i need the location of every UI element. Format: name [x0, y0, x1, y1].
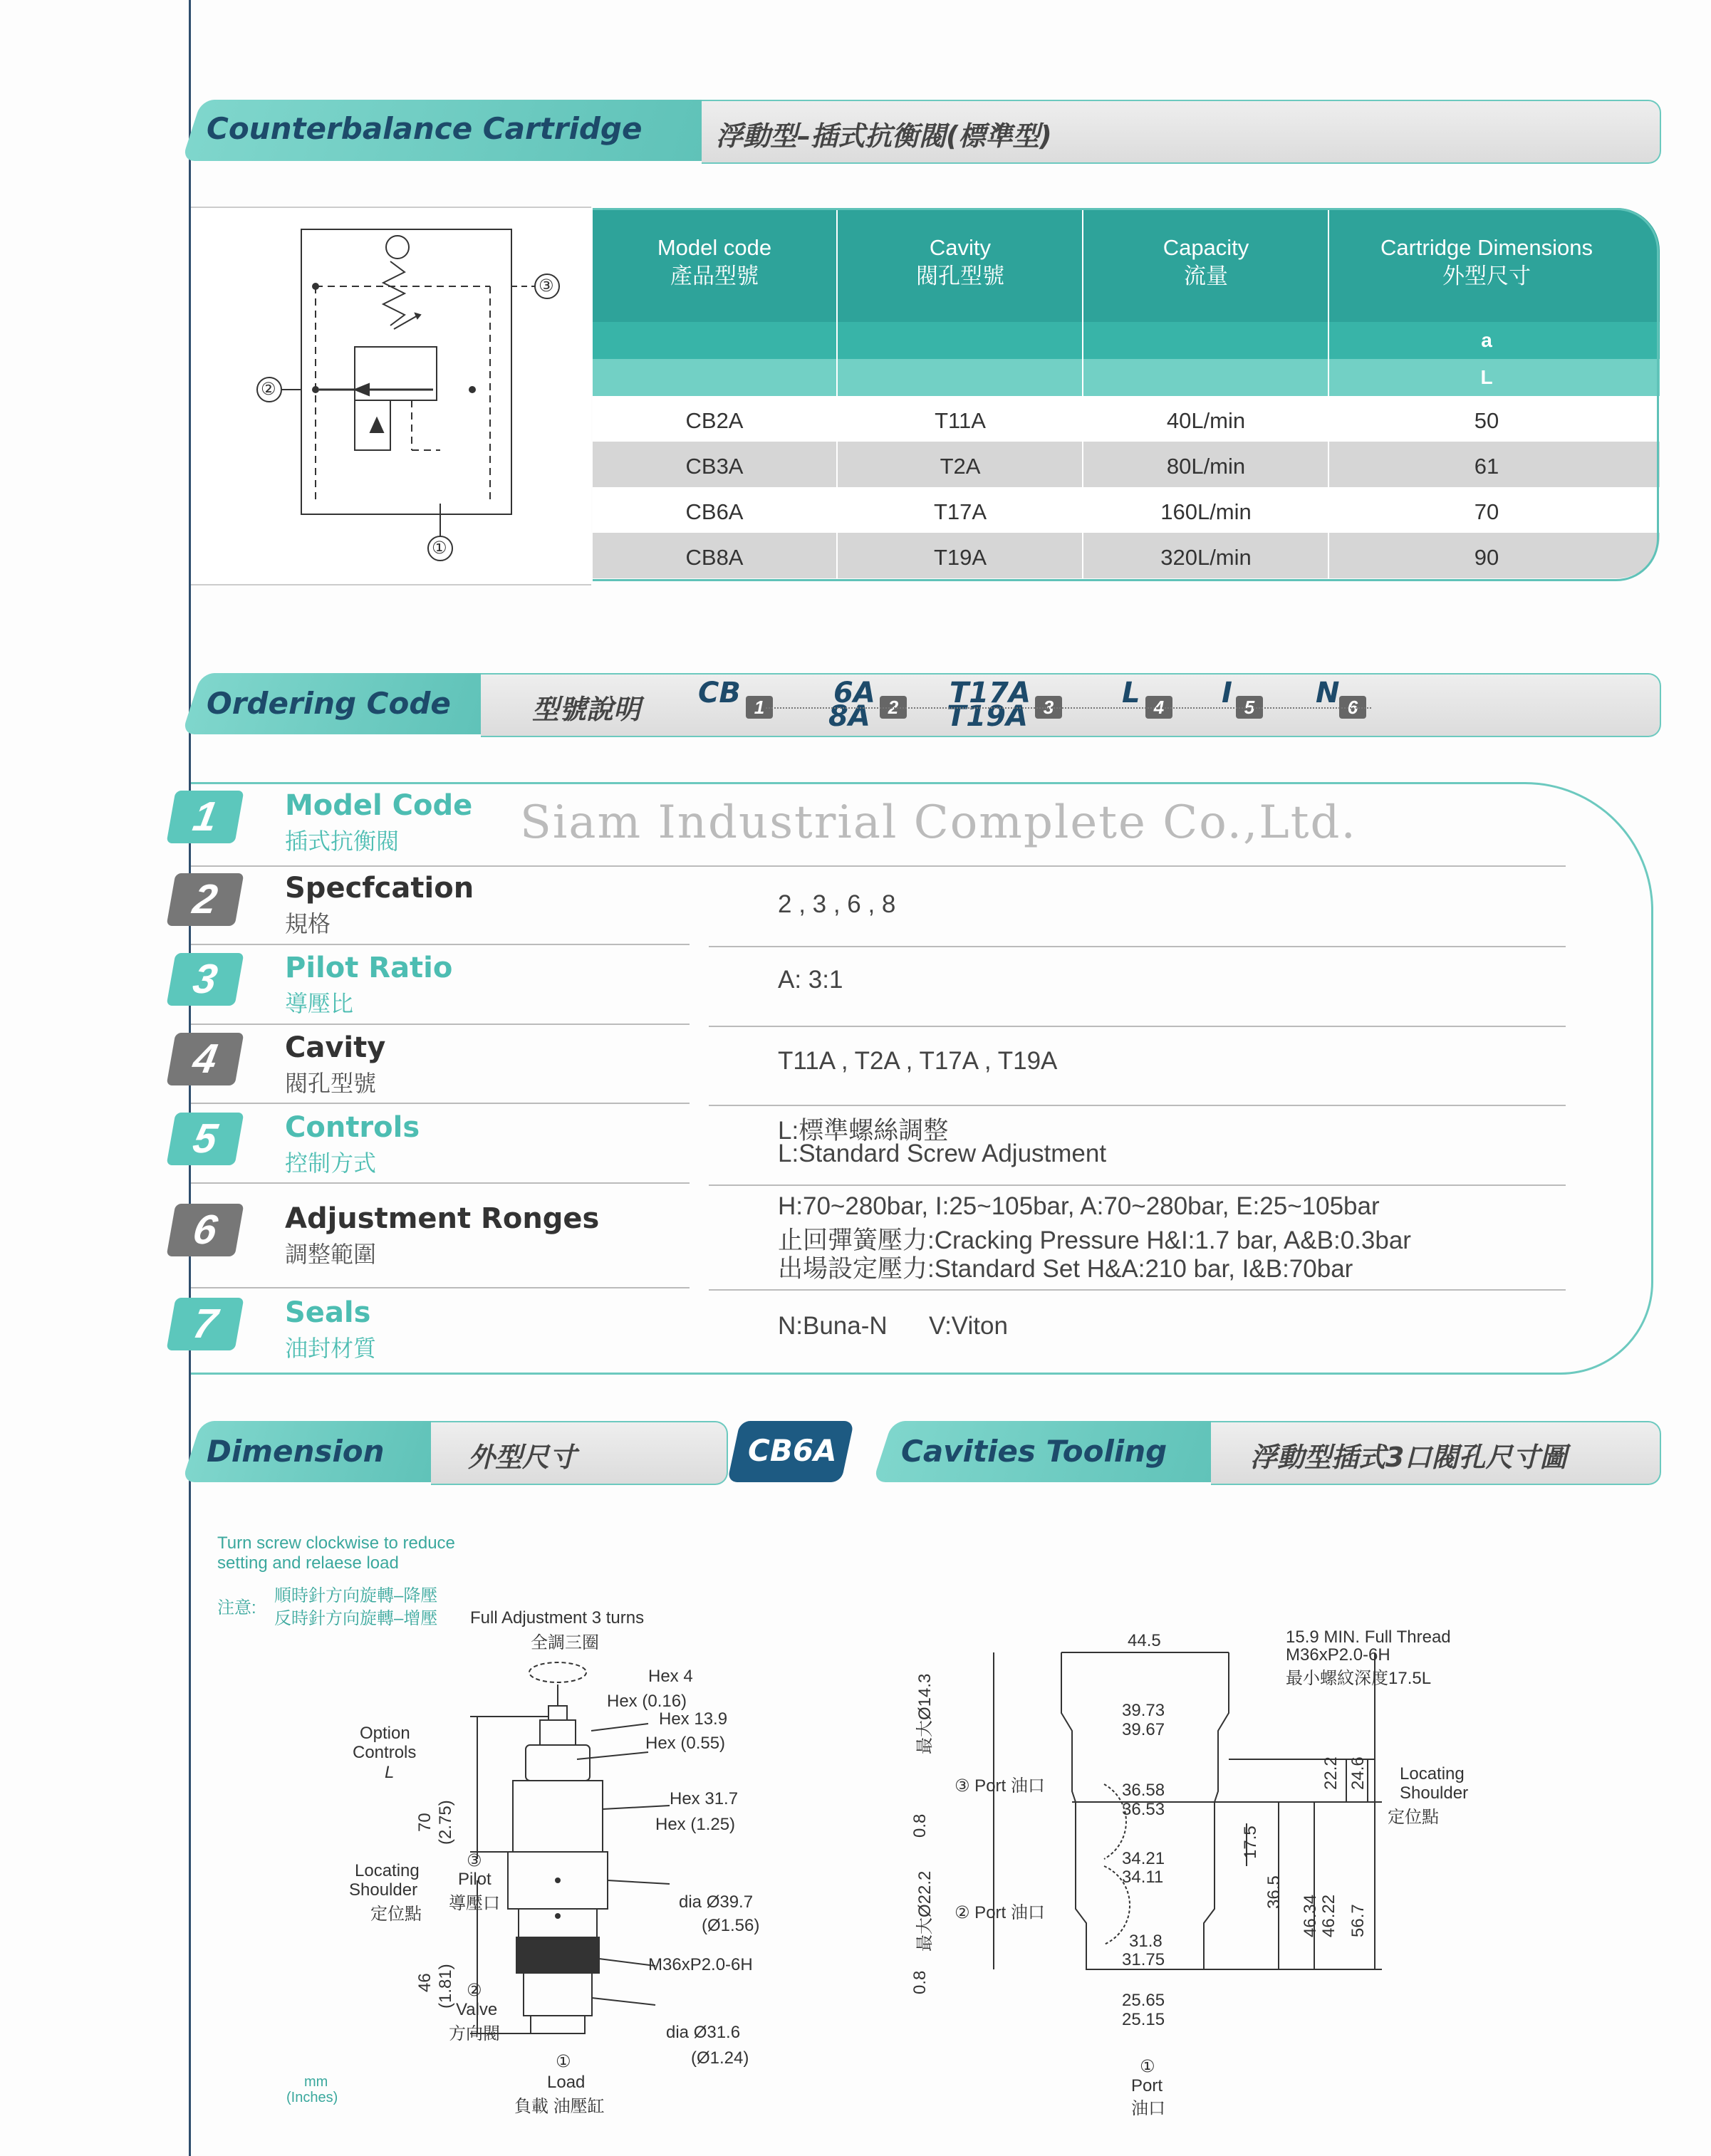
pilot-ratio-values: A: 3:1: [778, 966, 843, 994]
item-badge-5: 5: [166, 1113, 244, 1165]
schematic-port-3: ③: [539, 276, 554, 296]
item-badge-3: 3: [166, 953, 244, 1006]
cavities-subtitle: 浮動型插式3口閥孔尺寸圖: [1250, 1442, 1567, 1473]
item-title-pilot-ratio: Pilot Ratio: [285, 952, 453, 984]
table-row: CB3A T2A 80L/min 61: [593, 442, 1660, 487]
header-banner: [160, 100, 1663, 161]
watermark: Siam Industrial Complete Co.,Ltd.: [520, 796, 1357, 849]
cavities-title: Cavities Tooling: [901, 1434, 1167, 1469]
item-badge-2: 2: [166, 873, 244, 926]
band-a-label: a: [1481, 329, 1492, 351]
seal-values: N:Buna-N V:Viton: [778, 1312, 1008, 1340]
item-title-model-code: Model Code: [285, 789, 473, 822]
item-title-cavity: Cavity: [285, 1031, 386, 1064]
col-dimensions: Cartridge Dimensions 外型尺寸: [1380, 235, 1593, 288]
col-cavity: Cavity 閥孔型號: [916, 235, 1004, 288]
item-title-adjustment: Adjustment Ronges: [285, 1202, 600, 1235]
dimension-title: Dimension: [207, 1434, 385, 1469]
page-subtitle: 浮動型–插式抗衡閥(標準型): [716, 120, 1052, 152]
dimension-subtitle: 外型尺寸: [468, 1442, 577, 1473]
ordering-title: Ordering Code: [207, 686, 451, 721]
table-row: CB6A T17A 160L/min 70: [593, 487, 1660, 533]
table-row: CB2A T11A 40L/min 50: [593, 396, 1660, 442]
item-badge-4: 4: [166, 1033, 244, 1085]
dimension-banner: [160, 1421, 730, 1482]
table-row: CB8A T19A 320L/min 90: [593, 533, 1660, 578]
item-badge-1: 1: [166, 791, 244, 843]
page-title: Counterbalance Cartridge: [207, 111, 643, 146]
schematic-port-2: ②: [261, 380, 276, 399]
cavity-values: T11A , T2A , T17A , T19A: [778, 1047, 1058, 1075]
item-badge-6: 6: [166, 1204, 244, 1256]
schematic-port-1: ①: [432, 538, 447, 558]
item-title-controls: Controls: [285, 1111, 420, 1144]
ordering-banner: Ordering Code 型號說明 CB 1 6A 8A 2 T17A T19A 3 L 4 I 5 N 6: [160, 673, 1663, 734]
ordering-subtitle: 型號說明: [532, 694, 641, 725]
col-capacity: Capacity 流量: [1163, 235, 1249, 288]
ordering-panel: [191, 782, 1653, 1375]
cavity-drawing: [912, 1631, 1425, 2044]
spec-values: 2 , 3 , 6 , 8: [778, 890, 896, 918]
item-title-seals: Seals: [285, 1296, 371, 1329]
valve-schematic: [191, 208, 591, 584]
schematic-panel: [191, 207, 591, 585]
item-title-specification: Specfcation: [285, 872, 474, 905]
col-model: Model code 產品型號: [657, 235, 772, 288]
cavities-banner: [851, 1421, 1663, 1482]
band-L-label: L: [1480, 366, 1493, 388]
model-tag-label: CB6A: [748, 1433, 837, 1468]
item-badge-7: 7: [166, 1298, 244, 1350]
